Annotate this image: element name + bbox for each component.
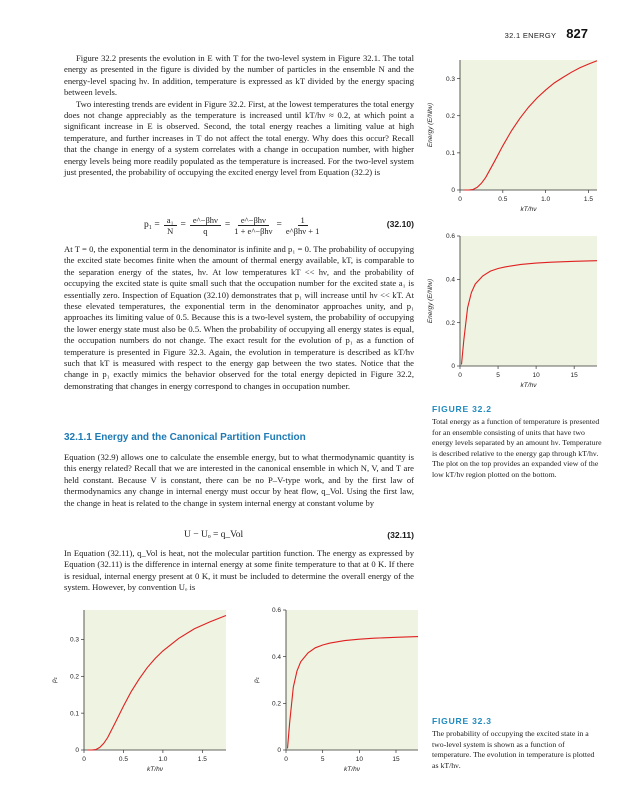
x-tick-label: 5 [496, 372, 500, 379]
y-tick-label: 0.4 [271, 653, 281, 661]
plot-area [460, 60, 597, 190]
y-tick-label: 0.1 [445, 150, 455, 158]
plot-area [286, 610, 418, 750]
chart-energy-low-t [420, 52, 605, 220]
equation-number: (32.10) [386, 219, 414, 229]
paragraph-3: At T = 0, the exponential term in the denominator is infinite and p₁ = 0. The probability of occupying the excited state becomes finite when the amount of thermal energy available, kT, is comparable to the separation energy of the states, hν. At low temperatures kT << hν, and the probability of occupying the excited state is quite small such that the occupation number for the excited state a₁ is essentially zero. Inspection of Equation (32.10) demonstrates that p₁ will increase until hν << kT. At these elevated temperatures, the exponential term in the denominator approaches unity, and p₁ approaches its limiting value of 0.5. Because this is a two-level system, the probability of occupying the lower energy state must also be 0.5. When the probability of occupying all energy states is equal, the occupation numbers do not change. The exact result for the evolution of p₁ as a function of temperature is presented in Figure 32.3. Again, the evolution in temperature is described as kT/hν such that kT is measured with respect to the energy gap between the two states. Notice that the change in p₁ exactly mimics the behavior observed for the total energy depicted in Figure 32.2, demonstrating that changes in energy correspond to changes in occupation number. [64, 244, 414, 391]
y-tick-label: 0 [75, 747, 79, 755]
equation-32-10 [64, 211, 414, 239]
x-tick-label: 0 [458, 372, 462, 379]
y-tick-label: 0 [277, 747, 281, 755]
body-text-4 [64, 548, 414, 594]
x-tick-label: 10 [355, 756, 363, 763]
y-tick-label: 0.2 [271, 700, 281, 708]
frac-num: 1 [298, 215, 308, 226]
y-tick-label: 0.1 [69, 710, 79, 718]
frac-den: 1 + e^−βhν [234, 225, 273, 236]
body-text-2 [64, 244, 414, 392]
y-tick-label: 0 [451, 187, 455, 195]
x-axis-label: kT/hν [520, 206, 537, 213]
x-tick-label: 15 [570, 372, 578, 379]
y-axis-label: Energy (E/Nhν) [427, 278, 434, 324]
x-tick-label: 5 [320, 756, 325, 763]
chart-probability-full [246, 602, 426, 780]
body-text-3 [64, 452, 414, 509]
x-tick-label: 0.5 [498, 196, 508, 203]
y-tick-label: 0.6 [271, 607, 281, 615]
x-tick-label: 0 [82, 756, 86, 763]
chart-energy-full [420, 228, 605, 396]
chart-probability-low-t [44, 602, 234, 780]
x-tick-label: 1.0 [541, 196, 551, 203]
plot-area [84, 610, 226, 750]
header-section: 32.1 ENERGY [504, 31, 557, 40]
frac-num: e^−βhν [190, 215, 221, 226]
plot-area [460, 236, 597, 366]
y-tick-label: 0 [451, 363, 455, 371]
eq-sign: = [180, 220, 186, 230]
y-tick-label: 0.3 [445, 75, 455, 83]
x-axis-label: kT/hν [344, 766, 360, 773]
figure-32-3-label: FIGURE 32.3 [432, 716, 492, 726]
y-tick-label: 0.3 [69, 636, 79, 644]
y-tick-label: 0.4 [445, 276, 455, 284]
page-number: 827 [566, 26, 588, 41]
paragraph-4: Equation (32.9) allows one to calculate the ensemble energy, but to what thermodynamic quantity is this energy related? Recall that we are interested in the canonical ensemble in which N, V, and T are held constant. Because V is constant, there can be no P–V-type work, and by the first law of thermodynamics any change in internal energy must occur by heat flow, q_Vol. Using the first law, the change in heat is related to the change in system internal energy at constant volume by [64, 452, 414, 508]
x-tick-label: 0.5 [118, 756, 128, 763]
x-tick-label: 1.5 [197, 756, 207, 763]
paragraph-1: Figure 32.2 presents the evolution in E with T for the two-level system in Figure 32.1. The total energy as presented in the figure is divided by the number of particles in the ensemble N and the energy-level spacing hν. In addition, temperature is expressed as kT divided by the energy spacing between levels. [64, 53, 414, 98]
eq-frac-4 [286, 215, 319, 236]
x-tick-label: 1.0 [158, 756, 168, 763]
figure-32-2-caption: Total energy as a function of temperature is presented for an ensemble consisting of units that have two energy levels separated by an amount hν. Temperature is described relative to the energy gap through kT/hν. The plot on the top provides an expanded view of the low kT/hν region plotted on the bottom. [432, 417, 602, 479]
frac-den: N [167, 225, 174, 236]
y-axis-label: p₁ [253, 677, 260, 683]
x-tick-label: 0 [284, 756, 288, 763]
figure-32-2-label: FIGURE 32.2 [432, 404, 492, 414]
x-tick-label: 15 [392, 756, 400, 763]
x-axis-label: kT/hν [520, 382, 537, 389]
x-axis-label: kT/hν [147, 766, 163, 773]
eq-sign: = [224, 220, 231, 230]
y-axis-label: Energy (E/Nhν) [427, 102, 434, 148]
frac-den: q [203, 225, 208, 236]
section-title: 32.1.1 Energy and the Canonical Partition Function [64, 432, 306, 443]
y-axis-label: p₁ [51, 677, 58, 683]
running-header [505, 26, 588, 42]
x-tick-label: 10 [532, 372, 540, 379]
intro-text [64, 53, 414, 178]
eq-sign: = [276, 220, 282, 230]
equation-number: (32.11) [387, 530, 414, 540]
x-tick-label: 1.5 [583, 196, 593, 203]
y-tick-label: 0.2 [69, 673, 79, 681]
equation-32-11 [64, 530, 414, 544]
y-tick-label: 0.6 [445, 233, 455, 241]
eq-lhs: p₁ = [144, 220, 160, 230]
equation-body [144, 211, 394, 239]
equation-body: U − Uₒ = q_Vol [184, 530, 244, 540]
eq-frac-2 [190, 215, 221, 236]
y-tick-label: 0.2 [445, 319, 455, 327]
eq-frac-1 [164, 215, 177, 236]
frac-num: e^−βhν [238, 215, 269, 226]
eq-frac-3 [234, 215, 272, 236]
paragraph-2: Two interesting trends are evident in Figure 32.2. First, at the lowest temperatures the total energy does not change appreciably as the temperature is increased until kT/hν ≈ 0.2, at which point a significant increase in E is observed. Second, the total energy reaches a limiting value at high temperature, and further increases in T do not affect the total energy. Why does this occur? Recall that the change in energy of a system correlates with a change in occupation number, with higher energy levels being more readily populated as the temperature is increased. For the two-level system just presented, the probability of occupying the excited energy level from Equation (32.2) is [64, 98, 414, 178]
y-tick-label: 0.2 [445, 112, 455, 120]
figure-32-3-caption: The probability of occupying the excited state in a two-level system is shown as a function of temperature. The evolution in temperature is plotted as kT/hν. [432, 729, 595, 770]
frac-den: e^βhν + 1 [285, 225, 320, 236]
paragraph-5: In Equation (32.11), q_Vol is heat, not the molecular partition function. The energy as expressed by Equation (32.11) is the difference in internal energy at some finite temperature to that at 0 K. If there is residual, internal energy present at 0 K, it must be included to determine the overall energy of the system. However, by convention Uₒ is [64, 548, 414, 593]
frac-num: a₁ [164, 215, 177, 226]
x-tick-label: 0 [458, 196, 462, 203]
